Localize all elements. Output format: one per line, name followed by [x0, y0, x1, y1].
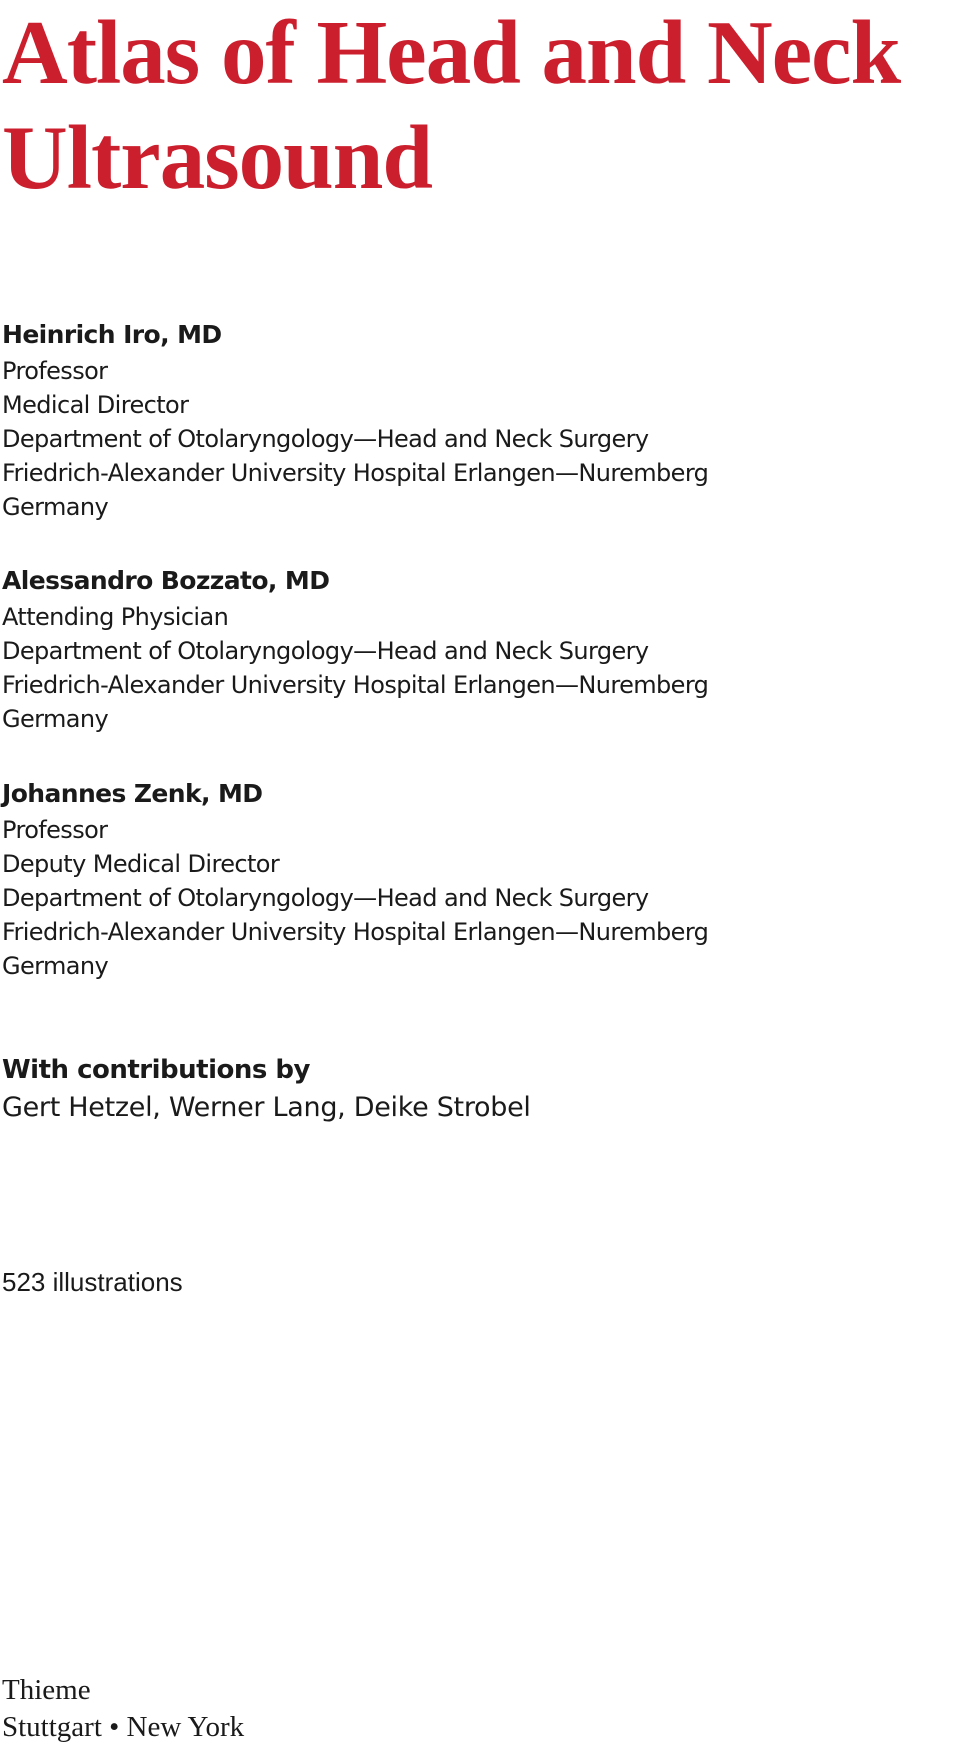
author-name: Johannes Zenk, MD — [2, 779, 263, 808]
illustrations-count: 523 illustrations — [2, 1267, 183, 1297]
author-country: Germany — [2, 493, 109, 521]
author-department: Department of Otolaryngology—Head and Neck Surgery — [2, 425, 649, 453]
author-position: Professor — [2, 816, 108, 844]
author-institution: Friedrich-Alexander University Hospital Erlangen—Nuremberg — [2, 671, 709, 699]
author-institution: Friedrich-Alexander University Hospital Erlangen—Nuremberg — [2, 459, 709, 487]
author-position: Attending Physician — [2, 603, 229, 631]
author-department: Department of Otolaryngology—Head and Neck Surgery — [2, 637, 649, 665]
publisher-locations: Stuttgart • New York — [2, 1711, 245, 1743]
contributor-names: Gert Hetzel, Werner Lang, Deike Strobel — [2, 1092, 531, 1123]
author-name: Heinrich Iro, MD — [2, 320, 222, 349]
author-position: Professor — [2, 357, 108, 385]
author-department: Department of Otolaryngology—Head and Neck Surgery — [2, 884, 649, 912]
author-block-zenk — [2, 777, 708, 983]
author-block-iro — [2, 318, 708, 524]
book-title-line-2: Ultrasound — [2, 107, 432, 208]
contributions-heading: With contributions by — [2, 1055, 310, 1085]
author-role: Deputy Medical Director — [2, 850, 280, 878]
author-country: Germany — [2, 705, 109, 733]
publisher-block — [2, 1672, 244, 1746]
author-institution: Friedrich-Alexander University Hospital Erlangen—Nuremberg — [2, 918, 709, 946]
book-title — [2, 0, 900, 210]
author-name: Alessandro Bozzato, MD — [2, 566, 330, 595]
contributions-block — [2, 1052, 531, 1128]
author-role: Medical Director — [2, 391, 189, 419]
book-title-line-1: Atlas of Head and Neck — [2, 2, 901, 103]
author-country: Germany — [2, 952, 109, 980]
publisher-name: Thieme — [2, 1674, 91, 1706]
author-block-bozzato — [2, 564, 708, 736]
